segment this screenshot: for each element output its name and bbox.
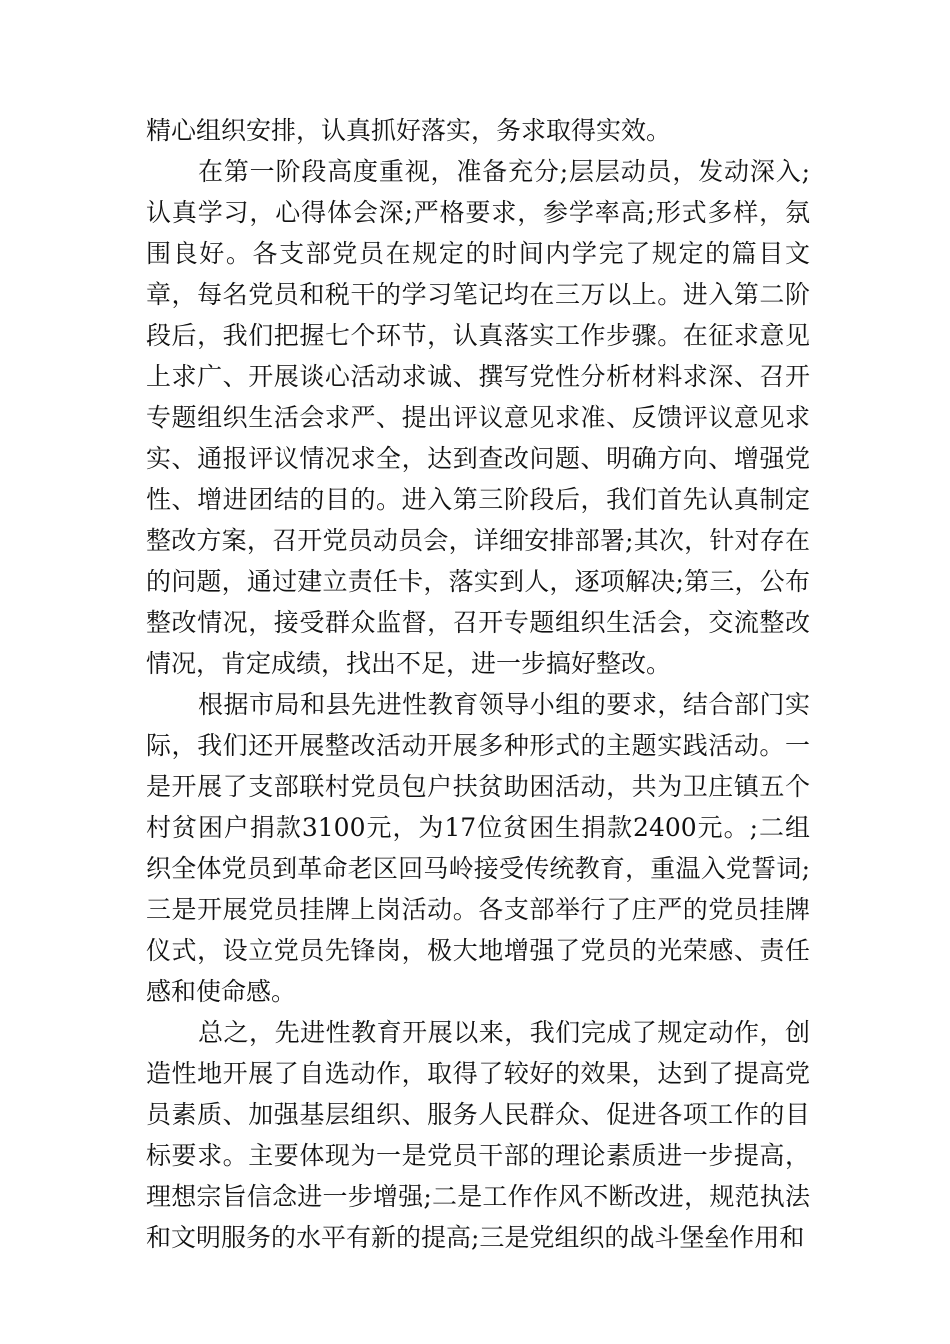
paragraph-4: 总之，先进性教育开展以来，我们完成了规定动作，创造性地开展了自选动作，取得了较好的效果，达到了提高党员素质、加强基层组织、服务人民群众、促进各项工作的目标要求。主要体现为一是党员干部的理论素质进一步提高，理想宗旨信念进一步增强;二是工作作风不断改进，规范执法和文明服务的水平有新的提高;三是党组织的战斗堡垒作用和	[146, 1018, 810, 1252]
paragraph-1: 精心组织安排，认真抓好落实，务求取得实效。	[146, 116, 672, 145]
paragraph-3: 根据市局和县先进性教育领导小组的要求，结合部门实际，我们还开展整改活动开展多种形式的主题实践活动。一是开展了支部联村党员包户扶贫助困活动，共为卫庄镇五个村贫困户捐款3100元，为17位贫困生捐款2400元。;二组织全体党员到革命老区回马岭接受传统教育，重温入党誓词;三是开展党员挂牌上岗活动。各支部举行了庄严的党员挂牌仪式，设立党员先锋岗，极大地增强了党员的光荣感、责任感和使命感。	[146, 690, 810, 1006]
document-page	[146, 110, 810, 1258]
paragraph-2: 在第一阶段高度重视，准备充分;层层动员，发动深入;认真学习，心得体会深;严格要求，参学率高;形式多样，氛围良好。各支部党员在规定的时间内学完了规定的篇目文章，每名党员和税干的学习笔记均在三万以上。进入第二阶段后，我们把握七个环节，认真落实工作步骤。在征求意见上求广、开展谈心活动求诚、撰写党性分析材料求深、召开专题组织生活会求严、提出评议意见求准、反馈评议意见求实、通报评议情况求全，达到查改问题、明确方向、增强党性、增进团结的目的。进入第三阶段后，我们首先认真制定整改方案，召开党员动员会，详细安排部署;其次，针对存在的问题，通过建立责任卡，落实到人，逐项解决;第三，公布整改情况，接受群众监督，召开专题组织生活会，交流整改情况，肯定成绩，找出不足，进一步搞好整改。	[146, 157, 810, 678]
